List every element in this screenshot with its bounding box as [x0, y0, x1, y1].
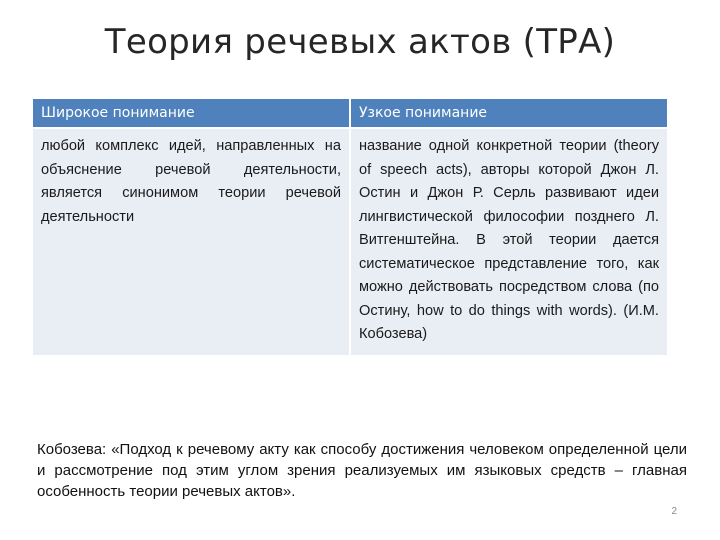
table-row	[33, 129, 667, 355]
cell-broad-definition: любой комплекс идей, направленных на объяснение речевой деятельности, является синонимом теории речевой деятельности	[33, 129, 349, 355]
kobozeva-quote: Кобозева: «Подход к речевому акту как способу достижения человеком определенной цели и рассмотрение под этим углом зрения реализуемых им языковых средств – главная особенность теории речевых актов».	[37, 441, 687, 500]
header-narrow-understanding: Узкое понимание	[349, 99, 667, 129]
header-broad-understanding: Широкое понимание	[33, 99, 349, 129]
page-number: 2	[671, 506, 677, 517]
slide-title: Теория речевых актов (ТРА)	[104, 22, 616, 62]
cell-narrow-definition: название одной конкретной теории (theory of speech acts), авторы которой Джон Л. Остин и Джон Р. Серль развивают идеи лингвистической философии позднего Л. Витгенштейна. В этой теории дается систематическое представление того, как можно действовать посредством слова (по Остину, how to do things with words). (И.М. Кобозева)	[349, 129, 667, 355]
table-header-row	[33, 99, 667, 129]
comparison-table	[33, 99, 667, 355]
